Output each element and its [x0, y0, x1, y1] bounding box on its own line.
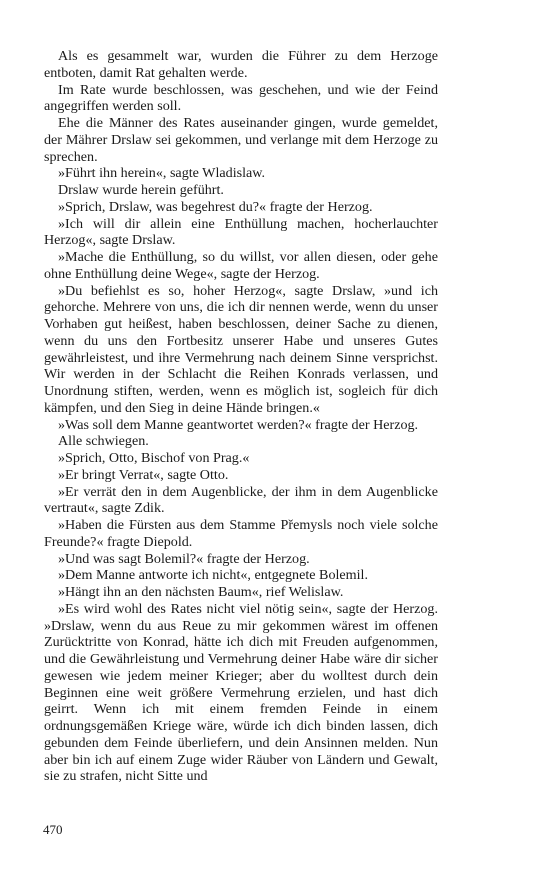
paragraph: »Ich will dir allein eine Enthüllung machen, hocherlauchter Herzog«, sagte Drslaw. [44, 215, 438, 249]
paragraph: »Führt ihn herein«, sagte Wladislaw. [58, 165, 266, 182]
paragraph: »Es wird wohl des Rates nicht viel nötig sein«, sagte der Herzog. »Drslaw, wenn du aus Reue zu mir gekommen wärest im offenen Zurücktritte von Konrad, hätte ich dich mit Freuden aufgenommen, und die Gewährleistung und Vermehrung deiner Habe wäre dir sicher gewesen wie jedem meiner Krieger; aber du wolltest durch dein Beginnen eine weit größere Vermehrung erzielen, und hast dich geirrt. Wenn ich mit einem fremden Feinde in einem ordnungsgemäßen Kriege wäre, würde ich dich binden lassen, dich gebunden dem Feinde überliefern, und dein Ansinnen melden. Nun aber bin ich auf einem Zuge wider Räuber von Ländern und Gewalt, sie zu strafen, nicht Sitte und [44, 600, 438, 785]
paragraph: »Was soll dem Manne geantwortet werden?« fragte der Herzog. [58, 416, 419, 433]
paragraph: »Er verrät den in dem Augenblicke, der ihm in dem Augenblicke vertraut«, sagte Zdik. [44, 483, 438, 517]
paragraph: Im Rate wurde beschlossen, was geschehen, und wie der Feind angegriffen werden soll. [44, 81, 438, 115]
paragraph: Als es gesammelt war, wurden die Führer zu dem Herzoge entboten, damit Rat gehalten werde. [44, 48, 438, 81]
paragraph: »Haben die Fürsten aus dem Stamme Přemysls noch viele solche Freunde?« fragte Diepold. [44, 517, 438, 550]
paragraph: Alle schwiegen. [58, 433, 149, 450]
paragraph: »Er bringt Verrat«, sagte Otto. [58, 466, 229, 483]
paragraph: »Hängt ihn an den nächsten Baum«, rief Welislaw. [58, 584, 344, 600]
paragraph: »Sprich, Otto, Bischof von Prag.« [58, 450, 250, 466]
paragraph: »Sprich, Drslaw, was begehrest du?« fragte der Herzog. [58, 198, 373, 215]
page-number: 470 [43, 822, 63, 837]
paragraph: »Mache die Enthüllung, so du willst, vor allen diesen, oder gehe ohne Enthüllung deine Wege«, sagte der Herzog. [44, 249, 438, 282]
body-text [44, 48, 438, 785]
paragraph: Ehe die Männer des Rates auseinander gingen, wurde gemeldet, der Mährer Drslaw sei gekommen, und verlange mit dem Herzoge zu sprechen. [44, 115, 438, 165]
paragraph: Drslaw wurde herein geführt. [58, 182, 224, 198]
paragraph: »Dem Manne antworte ich nicht«, entgegnete Bolemil. [58, 567, 368, 584]
paragraph: »Du befiehlst es so, hoher Herzog«, sagte Drslaw, »und ich gehorche. Mehrere von uns, die ich dir nennen werde, wenn du unser Vorhaben gut heißest, haben beschlossen, deiner Sache zu dienen, wenn du uns den Fortbesitz unserer Habe und unseres Gutes gewährleistest, und ihre Vermehrung nach deinem Sinne versprichst. Wir werden in der Schlacht die Reihen Konrads verlassen, und Unordnung stiften, werden, wenn es möglich ist, sogleich für dich kämpfen, und den Sieg in deine Hände bringen.« [44, 282, 438, 416]
paragraph: »Und was sagt Bolemil?« fragte der Herzog. [58, 550, 310, 567]
